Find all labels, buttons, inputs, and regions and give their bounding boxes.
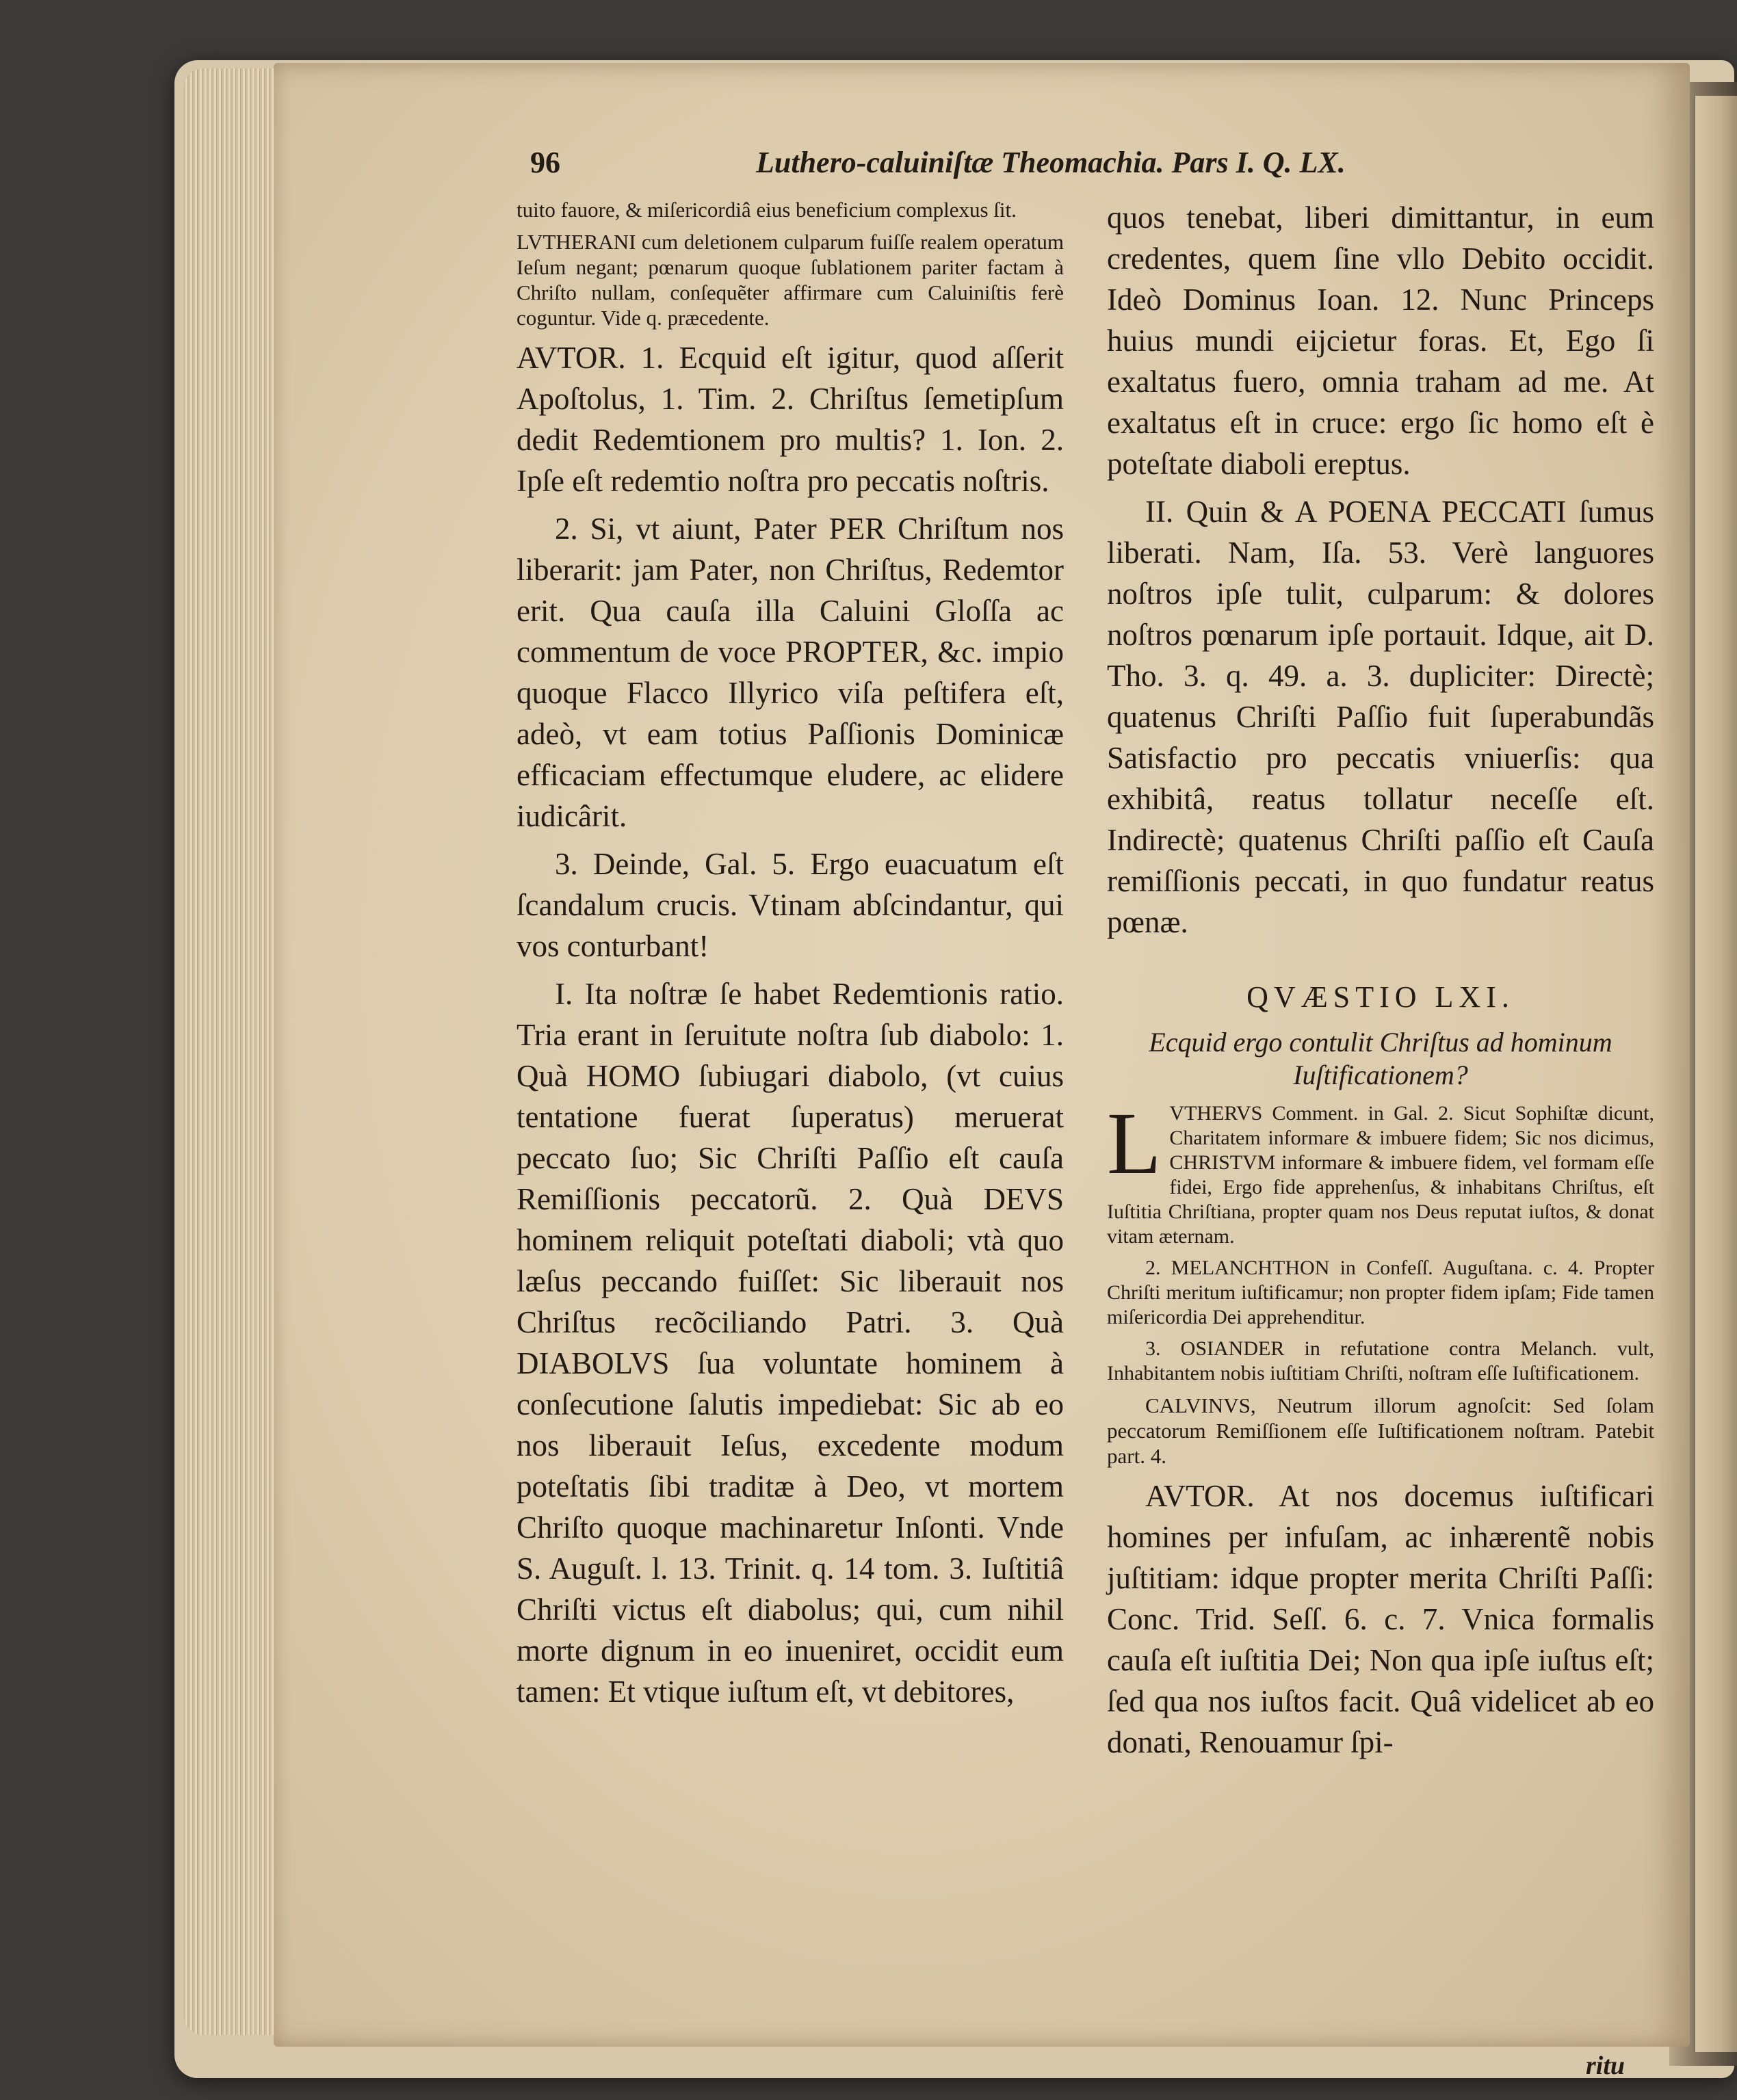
- right-column-top: [1107, 197, 1654, 943]
- paragraph-text: VTHERVS Comment. in Gal. 2. Sicut Sophiſtæ dicunt, Charitatem informare & imbuere fidem; Sic nos dicimus, CHRISTVM informare & imbuere fidem, vel formam eſſe fidei, Ergo fide apprehenſus, & inhabitans Chriſtus, eſt Iuſtitia Chriſtiana, propter quam nos Deus reputat iuſtos, & donat vitam æternam.: [1107, 1102, 1654, 1248]
- paragraph-text: 3. OSIANDER in refutatione contra Melanch. vult, Inhabitantem nobis iuſtitiam Chriſti, noſtram eſſe Iuſtificationem.: [1107, 1337, 1654, 1384]
- paragraph-text: LVTHERANI cum deletionem culparum fuiſſe realem operatum Ieſum negant; pœnarum quoque ſublationem pariter factam à Chriſto nullam, conſequẽter affirmare cum Caluiniſtis ferè coguntur. Vide q. præcedente.: [517, 230, 1064, 330]
- paragraph-text: tuito fauore, & miſericordiâ eius beneficium complexus ſit.: [517, 198, 1017, 222]
- paragraph: [517, 973, 1064, 1712]
- paragraph-text: AVTOR. 1. Ecquid eſt igitur, quod aſſerit Apoſtolus, 1. Tim. 2. Chriſtus ſemetipſum dedit Redemtionem pro multis? 1. Ion. 2. Ipſe eſt redemtio noſtra pro peccatis noſtris.: [517, 341, 1064, 498]
- paragraph: [517, 337, 1064, 501]
- paragraph-text: CALVINVS, Neutrum illorum agnoſcit: Sed ſolam peccatorum Remiſſionem eſſe Iuſtificationem noſtram. Patebit part. 4.: [1107, 1393, 1654, 1468]
- left-column: [517, 197, 1064, 1719]
- paragraph: [517, 197, 1064, 222]
- paragraph: [1107, 1393, 1654, 1469]
- paragraph-text: 2. Si, vt aiunt, Pater PER Chriſtum nos liberarit: jam Pater, non Chriſtus, Redemtor erit. Qua cauſa illa Caluini Gloſſa ac commentum de voce PROPTER, &c. impio quoque Flacco Illyrico viſa peſtifera eſt, adeò, vt eam totius Paſſionis Dominicæ efficaciam effectumque eludere, ac elidere iudicârit.: [517, 512, 1064, 833]
- paragraph-text: 3. Deinde, Gal. 5. Ergo euacuatum eſt ſcandalum crucis. Vtinam abſcindantur, qui vos conturbant!: [517, 847, 1064, 963]
- right-column: [1107, 197, 1654, 1770]
- paragraph: [1107, 197, 1654, 484]
- drop-capital: L: [1107, 1094, 1162, 1193]
- paragraph-text: I. Ita noſtræ ſe habet Redemtionis ratio. Tria erant in ſeruitute noſtra ſub diabolo: 1. Quà HOMO ſubiugari diabolo, (vt cuius tentatione fuerat ſuperatus) meruerat peccato ſuo; Sic Chriſti Paſſio eſt cauſa Remiſſionis peccatorũ. 2. Quà DEVS hominem reliquit poteſtati diaboli; vtà quo læſus peccando fuiſſet: Sic liberauit nos Chriſtus recõciliando Patri. 3. Quà DIABOLVS ſua voluntate hominem à conſecutione ſalutis impediebat: Sic ab eo nos liberauit Ieſus, excedente modum poteſtatis ſibi traditæ à Deo, vt mortem Chriſto quoque machinaretur Inſonti. Vnde S. Auguſt. l. 13. Trinit. q. 14 tom. 3. Iuſtitiâ Chriſti victus eſt diabolus; qui, cum nihil morte dignum in eo inueniret, occidit eum tamen: Et vtique iuſtum eſt, vt debitores,: [517, 977, 1064, 1709]
- paragraph: [517, 843, 1064, 967]
- paragraph: [1107, 1256, 1654, 1330]
- running-title: Luthero-caluiniſtæ Theomachia. Pars I. Q. LX.: [756, 146, 1346, 179]
- page-number: 96: [530, 146, 560, 179]
- paragraph-text: AVTOR. At nos docemus iuſtificari homines per infuſam, ac inhærentẽ nobis juſtitiam: idque propter merita Chriſti Paſſi: Conc. Trid. Seſſ. 6. c. 7. Vnica formalis cauſa eſt iuſtitia Dei; Non qua ipſe iuſtus eſt; ſed qua nos iuſtos facit. Quâ videlicet ab eo donati, Renouamur ſpi-: [1107, 1479, 1654, 1759]
- paragraph-text: II. Quin & A POENA PECCATI ſumus liberati. Nam, Iſa. 53. Verè languores noſtros ipſe tulit, culparum: & dolores noſtros pœnarum ipſe portauit. Idque, ait D. Tho. 3. q. 49. a. 3. dupliciter: Directè; quatenus Chriſti Paſſio fuit ſuperabundãs Satisfactio pro peccatis vniuerſis: qua exhibitâ, reatus tollatur neceſſe eſt. Indirectè; quatenus Chriſti paſſio eſt Cauſa remiſſionis peccati, in quo fundatur reatus pœnæ.: [1107, 495, 1654, 939]
- paragraph: [517, 508, 1064, 837]
- paragraph: [1107, 1475, 1654, 1763]
- catchword: ritu: [1586, 2051, 1625, 2080]
- question-title: QVÆSTIO LXI.: [1246, 980, 1515, 1014]
- paragraph-text: quos tenebat, liberi dimittantur, in eum credentes, quem ſine vllo Debito occidit. Ideò Dominus Ioan. 12. Nunc Princeps huius mundi eijcietur foras. Et, Ego ſi exaltatus fuero, omnia traham ad me. At exaltatus eſt in cruce: ergo ſic homo eſt è poteſtate diaboli ereptus.: [1107, 200, 1654, 481]
- paragraph: [1107, 1337, 1654, 1386]
- paragraph: [517, 229, 1064, 330]
- right-column-bottom: [1107, 1094, 1654, 1763]
- question-subtitle: Ecquid ergo contulit Chriſtus ad hominum Iuſtificationem?: [1149, 1027, 1612, 1090]
- paragraph: [1107, 1094, 1654, 1249]
- facing-page-edge: [1694, 96, 1737, 2052]
- paragraph-text: 2. MELANCHTHON in Confeſſ. Auguſtana. c. 4. Propter Chriſti meritum iuſtificamur; non propter fidem ipſam; Fide tamen miſericordia Dei apprehenditur.: [1107, 1257, 1654, 1328]
- paragraph: [1107, 491, 1654, 943]
- page-edges: [183, 68, 279, 2035]
